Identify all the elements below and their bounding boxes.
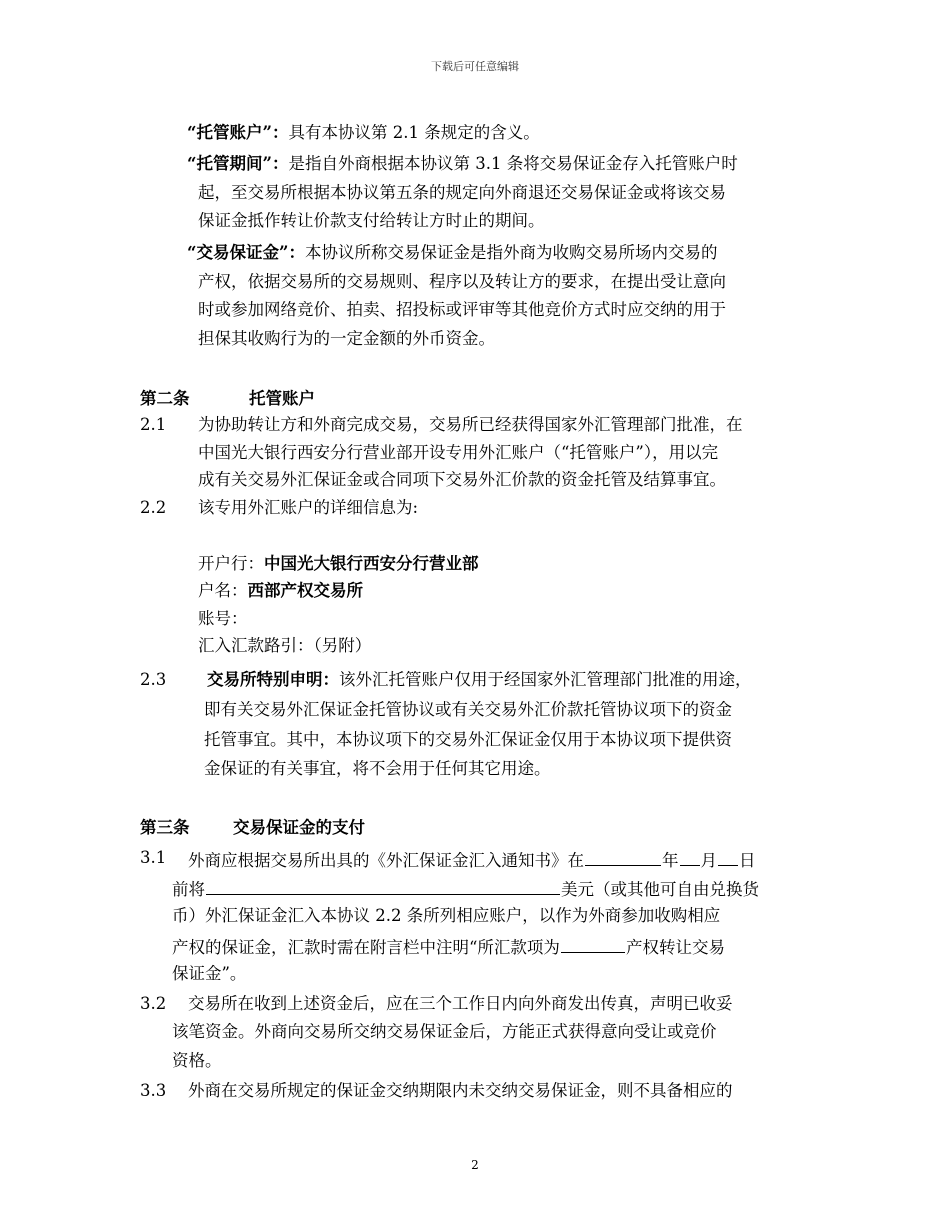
- page-number: 2: [471, 1158, 479, 1172]
- definition-deposit: [187, 243, 717, 263]
- definition-custody-period: [187, 154, 738, 174]
- bank-value: 中国光大银行西安分行营业部: [264, 554, 479, 573]
- year-label: 年: [662, 851, 679, 870]
- definition-custody-account: [187, 123, 540, 143]
- clause-text: 该外汇托管账户仅用于经国家外汇管理部门批准的用途，: [339, 670, 752, 689]
- definition-term: “交易保证金”：: [187, 243, 305, 262]
- clause-number: 3.3: [140, 1081, 167, 1100]
- clause-text: 前将: [172, 880, 205, 899]
- bank-label: 开户行：: [198, 554, 264, 573]
- page-header: 下载后可任意编辑: [431, 60, 519, 73]
- clause-text: 即有关交易外汇保证金托管协议或有关交易外汇价款托管协议项下的资金: [204, 700, 732, 719]
- clause-text: 外商应根据交易所出具的《外汇保证金汇入通知书》在: [188, 851, 584, 870]
- article-2-number: 第二条: [140, 389, 190, 408]
- definition-text: 保证金抵作转让价款支付给转让方时止的期间。: [198, 211, 545, 230]
- day-blank[interactable]: [718, 848, 738, 866]
- bank-info-row: [198, 554, 479, 574]
- account-name-value: 西部产权交易所: [247, 581, 363, 600]
- definition-text: 担保其收购行为的一定金额的外币资金。: [198, 329, 495, 348]
- definition-term: “托管账户”：: [187, 123, 289, 142]
- definition-text: 起，至交易所根据本协议第五条的规定向外商退还交易保证金或将该交易: [198, 183, 726, 202]
- definition-text: 产权，依据交易所的交易规则、程序以及转让方的要求，在提出受让意向: [198, 272, 726, 291]
- clause-3-1-line-4: [172, 935, 725, 958]
- clause-text: 资格。: [172, 1051, 222, 1070]
- clause-number: 2.2: [140, 498, 167, 517]
- definition-term: “托管期间”：: [187, 154, 289, 173]
- clause-text: 美元（或其他可自由兑换货: [561, 880, 759, 899]
- clause-number: 3.1: [140, 848, 167, 867]
- month-label: 月: [700, 851, 717, 870]
- clause-3-1-line-2: [172, 877, 759, 900]
- clause-text: 托管事宜。其中，本协议项下的交易外汇保证金仅用于本协议项下提供资: [204, 730, 732, 749]
- definition-text: 时或参加网络竞价、拍卖、招投标或评审等其他竞价方式时应交纳的用于: [198, 300, 726, 319]
- article-3-title: 交易保证金的支付: [233, 818, 365, 837]
- account-name-label: 户名：: [198, 581, 248, 600]
- clause-text: 外商在交易所规定的保证金交纳期限内未交纳交易保证金，则不具备相应的: [188, 1081, 733, 1100]
- month-blank[interactable]: [680, 848, 700, 866]
- year-blank[interactable]: [585, 848, 661, 866]
- article-2-title: 托管账户: [249, 389, 315, 408]
- clause-text: 该专用外汇账户的详细信息为:: [198, 498, 419, 517]
- clause-text: 交易所在收到上述资金后，应在三个工作日内向外商发出传真，声明已收妥: [188, 994, 733, 1013]
- article-3-number: 第三条: [140, 818, 190, 837]
- clause-3-1-line-1: [188, 848, 756, 871]
- clause-number: 2.3: [140, 670, 167, 689]
- account-name-row: [198, 581, 363, 601]
- definition-text: 本协议所称交易保证金是指外商为收购交易所场内交易的: [304, 243, 718, 262]
- property-name-blank[interactable]: [561, 935, 625, 953]
- clause-text: 成有关交易外汇保证金或合同项下交易外汇价款的资金托管及结算事宜。: [198, 470, 726, 489]
- special-statement-label: 交易所特别申明：: [207, 670, 339, 689]
- clause-text: 产权转让交易: [625, 938, 725, 957]
- clause-text: 为协助转让方和外商完成交易，交易所已经获得国家外汇管理部门批准，在: [198, 415, 743, 434]
- clause-text: 币）外汇保证金汇入本协议 2.2 条所列相应账户，以作为外商参加收购相应: [172, 906, 721, 925]
- clause-text: 金保证的有关事宜，将不会用于任何其它用途。: [204, 759, 551, 778]
- clause-text: 中国光大银行西安分行营业部开设专用外汇账户（“托管账户”），用以完: [198, 443, 719, 462]
- clause-text: 产权的保证金，汇款时需在附言栏中注明“所汇款项为: [172, 938, 560, 957]
- account-number-label: 账号：: [198, 609, 248, 628]
- amount-blank[interactable]: [206, 877, 560, 895]
- clause-number: 3.2: [140, 994, 167, 1013]
- clause-number: 2.1: [140, 415, 167, 434]
- definition-text: 是指自外商根据本协议第 3.1 条将交易保证金存入托管账户时: [288, 154, 738, 173]
- definition-text: 具有本协议第 2.1 条规定的含义。: [288, 123, 540, 142]
- clause-text: 该笔资金。外商向交易所交纳交易保证金后，方能正式获得意向受让或竞价: [172, 1022, 717, 1041]
- clause-text: 保证金”。: [172, 964, 247, 983]
- clause-2-3-first-line: [207, 670, 752, 690]
- remittance-route: 汇入汇款路引：（另附）: [198, 636, 372, 655]
- day-label: 日: [739, 851, 756, 870]
